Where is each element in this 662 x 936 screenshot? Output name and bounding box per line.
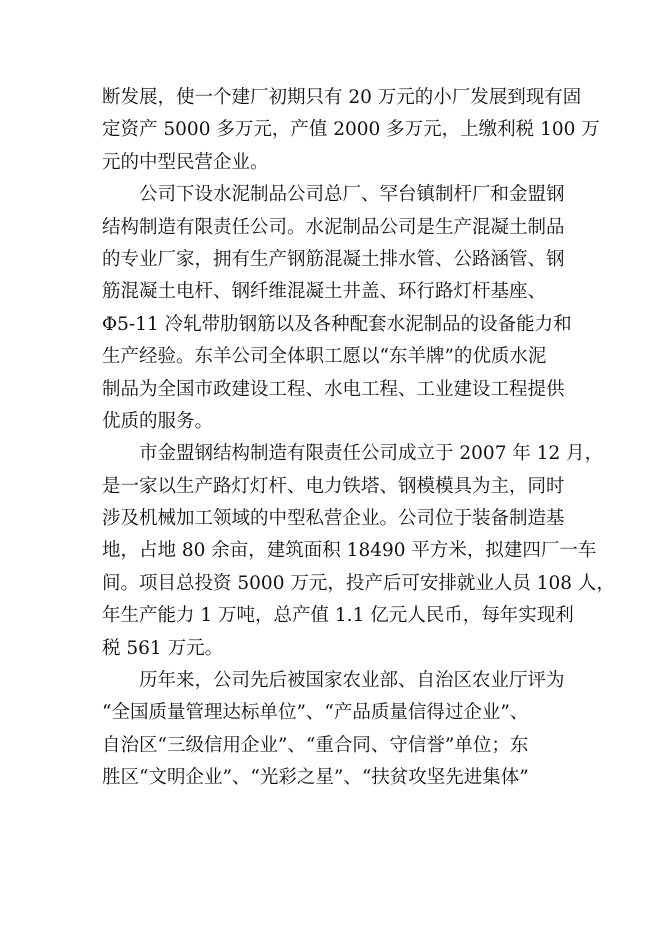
text-line: 涉及机械加工领域的中型私营企业。公司位于装备制造基 <box>102 508 565 530</box>
paragraph-4 <box>102 665 572 795</box>
paragraph-1 <box>102 82 600 179</box>
text-line: 自治区“三级信用企业”、“重合同、守信誉”单位；东 <box>102 734 529 756</box>
text-line: Φ5-11 冷轧带肋钢筋以及各种配套水泥制品的设备能力和 <box>102 313 572 335</box>
text-line: 优质的服务。 <box>102 410 214 432</box>
text-line: 制品为全国市政建设工程、水电工程、工业建设工程提供 <box>102 378 565 400</box>
text-line: 间。项目总投资 5000 万元，投产后可安排就业人员 108 人， <box>102 572 615 594</box>
text-line: “全国质量管理达标单位”、“产品质量信得过企业”、 <box>102 702 529 724</box>
text-line: 筋混凝土电杆、钢纤维混凝土井盖、环行路灯杆基座、 <box>102 281 547 303</box>
text-line: 是一家以生产路灯灯杆、电力铁塔、钢模模具为主，同时 <box>102 475 565 497</box>
text-line: 税 561 万元。 <box>102 637 224 659</box>
text-line: 定资产 5000 多万元，产值 2000 多万元，上缴利税 100 万 <box>102 119 600 141</box>
text-line: 公司下设水泥制品公司总厂、罕台镇制杆厂和金盟钢 <box>139 184 565 206</box>
text-line: 胜区“文明企业”、“光彩之星”、“扶贫攻坚先进集体” <box>102 767 529 789</box>
text-line: 历年来，公司先后被国家农业部、自治区农业厅评为 <box>139 670 565 692</box>
text-line: 元的中型民营企业。 <box>102 151 269 173</box>
text-line: 年生产能力 1 万吨，总产值 1.1 亿元人民币，每年实现利 <box>102 605 574 627</box>
text-line: 市金盟钢结构制造有限责任公司成立于 2007 年 12 月， <box>139 443 604 465</box>
text-line: 断发展，使一个建厂初期只有 20 万元的小厂发展到现有固 <box>102 87 582 108</box>
body-text <box>102 82 615 795</box>
paragraph-3 <box>102 438 615 665</box>
text-line: 的专业厂家，拥有生产钢筋混凝土排水管、公路涵管、钢 <box>102 248 565 270</box>
text-line: 地，占地 80 余亩，建筑面积 18490 平方米，拟建四厂一车 <box>102 540 597 562</box>
paragraph-2 <box>102 179 572 438</box>
text-line: 结构制造有限责任公司。水泥制品公司是生产混凝土制品 <box>102 216 565 238</box>
text-line: 生产经验。东羊公司全体职工愿以“东羊牌”的优质水泥 <box>102 346 547 368</box>
